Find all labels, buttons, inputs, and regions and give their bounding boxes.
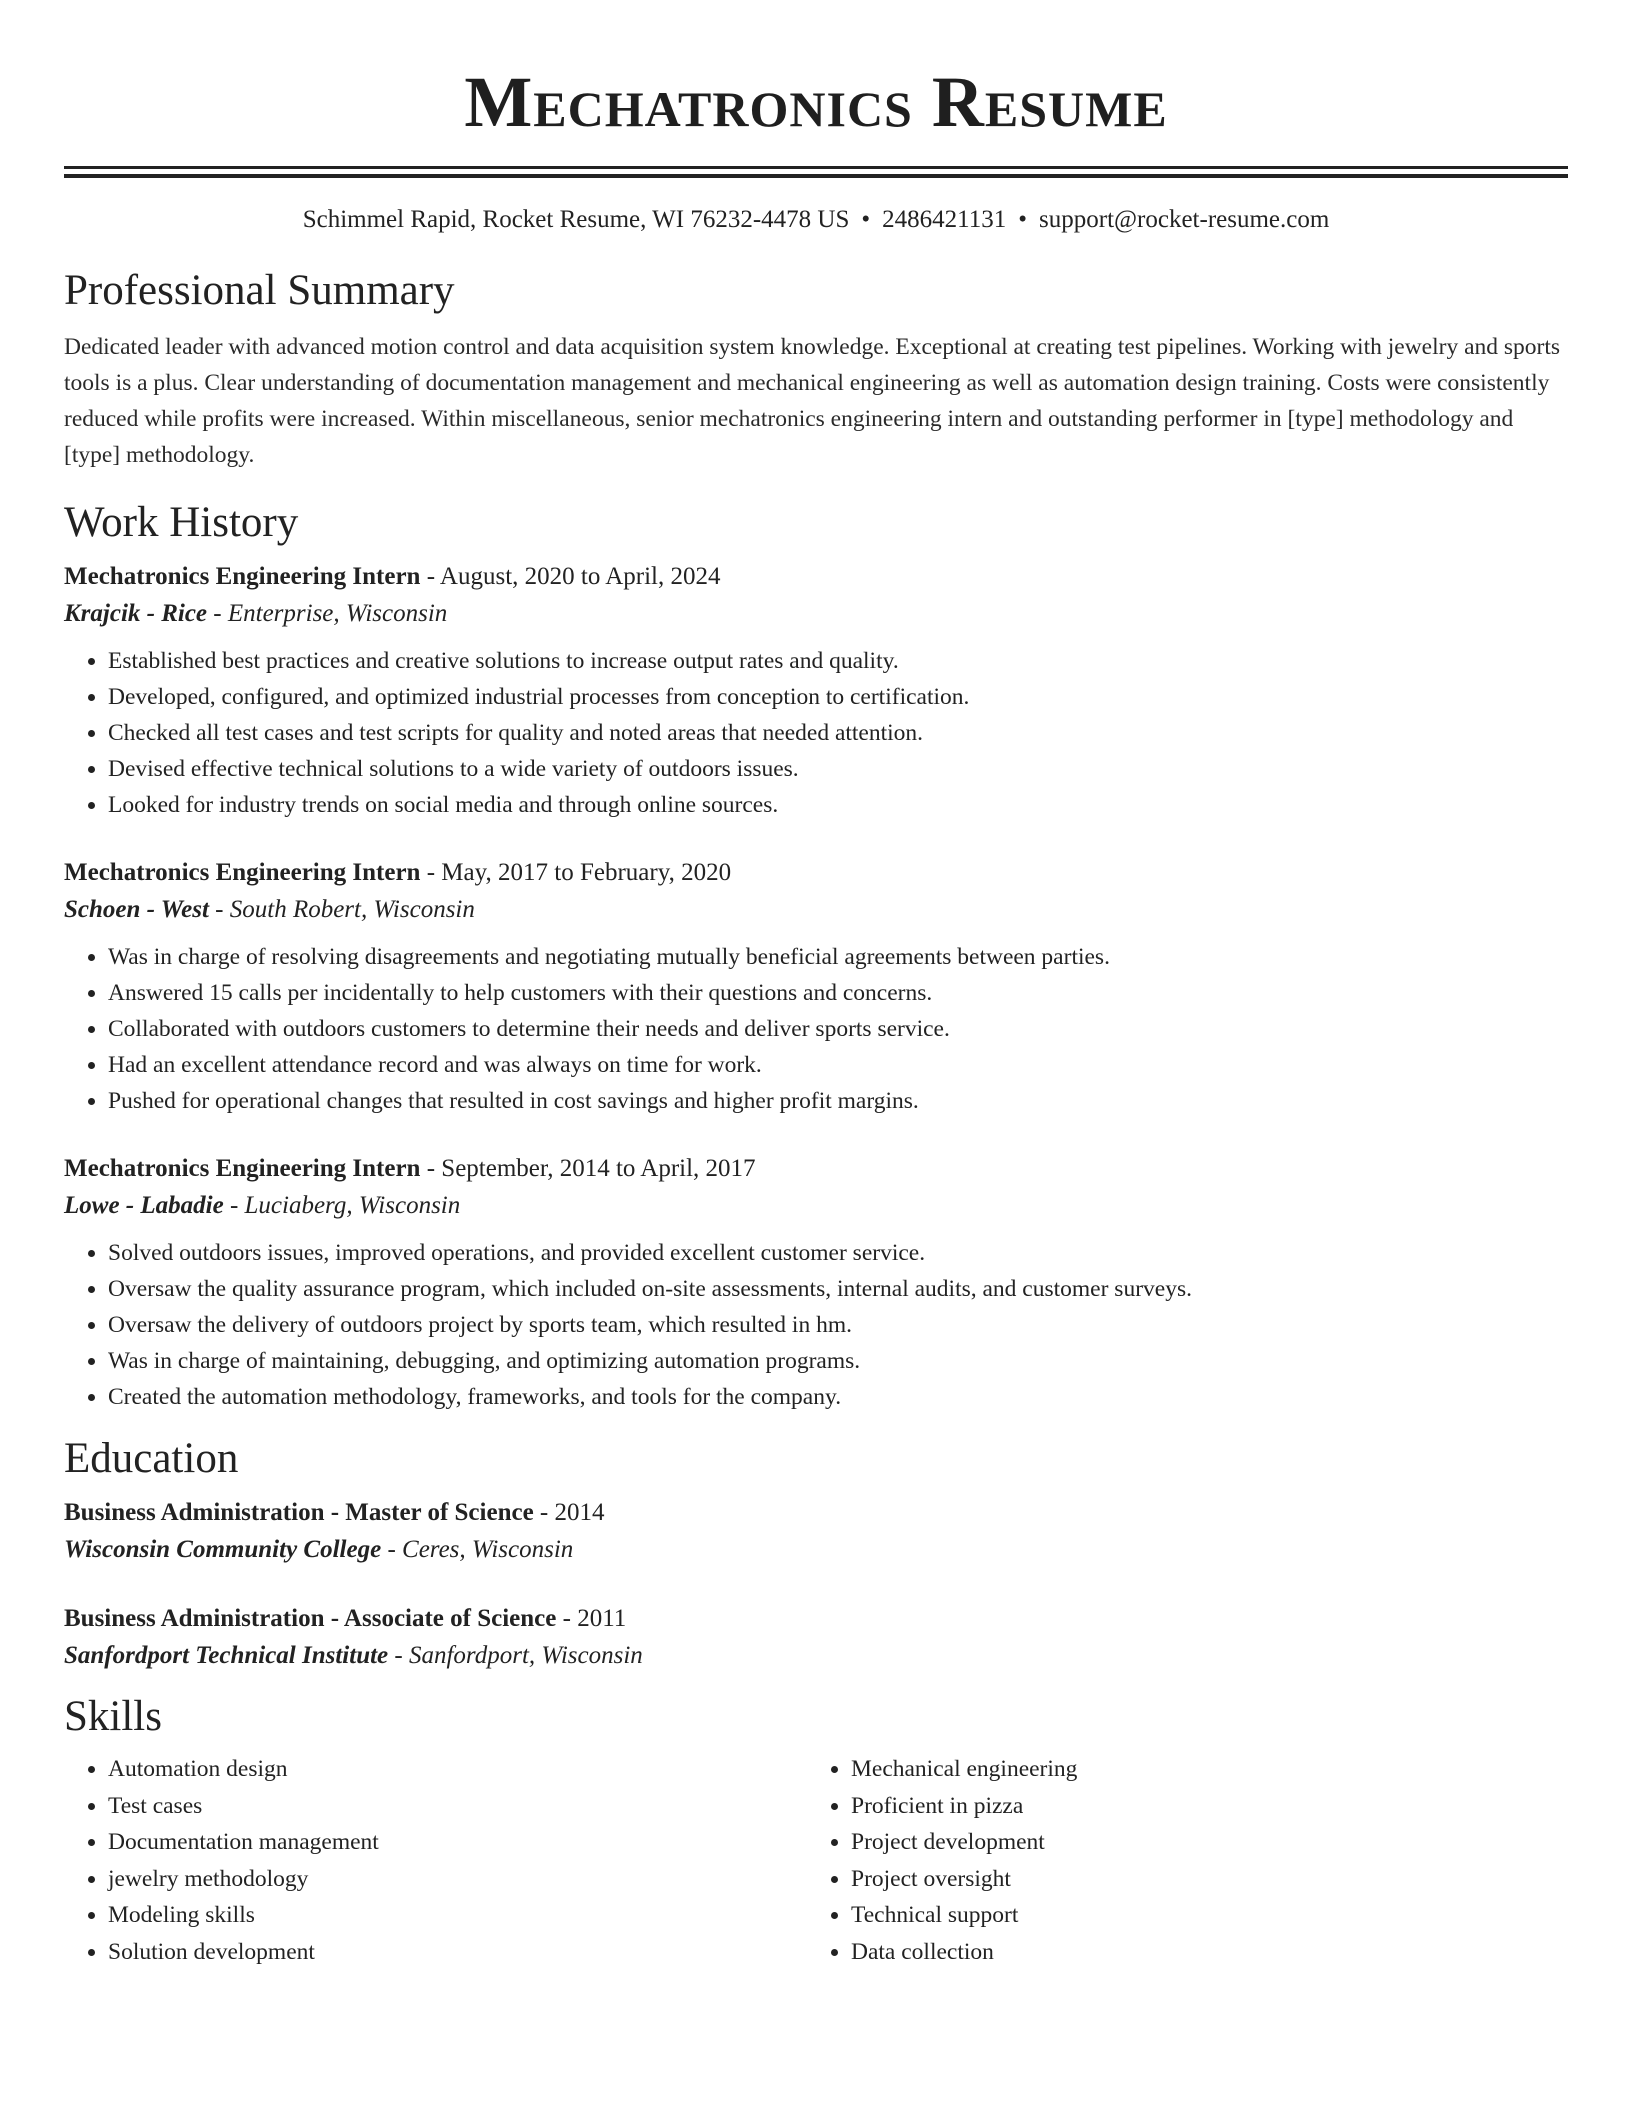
summary-heading: Professional Summary: [64, 267, 455, 314]
skill-item: • Automation design: [108, 1751, 807, 1788]
education-section: [64, 1433, 1568, 1675]
job-bullet: • Checked all test cases and test scripts for quality and noted areas that needed attention.: [108, 715, 1568, 751]
job-bullet: • Created the automation methodology, frameworks, and tools for the company.: [108, 1379, 1568, 1415]
job-bullet: • Answered 15 calls per incidentally to help customers with their questions and concerns.: [108, 975, 1568, 1011]
job-bullet: • Was in charge of resolving disagreements and negotiating mutually beneficial agreements between parties.: [108, 939, 1568, 975]
education-school-line: [64, 1531, 1568, 1569]
contact-email: support@rocket-resume.com: [1039, 206, 1330, 233]
education-heading: Education: [64, 1435, 239, 1482]
summary-text: Dedicated leader with advanced motion control and data acquisition system knowledge. Exceptional at creating test pipelines. Working with jewelry and sports tools is a plus. Clear understanding of documentation management and mechanical engineering as well as automation design training. Costs were consistently reduced while profits were increased. Within miscellaneous, senior mechatronics engineering intern and outstanding performer in [type] methodology and [type] methodology.: [64, 334, 1561, 468]
job-title-line: [64, 855, 1568, 891]
contact-line: [64, 205, 1568, 235]
work-history-section: [64, 497, 1568, 1415]
work-history-heading: Work History: [64, 499, 299, 546]
skills-heading: Skills: [64, 1693, 162, 1740]
job-bullet: • Solved outdoors issues, improved operations, and provided excellent customer service.: [108, 1235, 1568, 1271]
education-location: - Sanfordport, Wisconsin: [388, 1642, 643, 1669]
skills-section: [64, 1691, 1568, 1970]
job-company: Schoen - West: [64, 896, 209, 923]
skill-item: • Proficient in pizza: [851, 1788, 1550, 1825]
job-title-line: [64, 1151, 1568, 1187]
skill-item: • Project development: [851, 1824, 1550, 1861]
education-year: - 2011: [556, 1605, 627, 1632]
job-title: Mechatronics Engineering Intern: [64, 859, 421, 886]
job-entry: [64, 855, 1568, 1119]
skills-list-right: [807, 1751, 1550, 1970]
job-title: Mechatronics Engineering Intern: [64, 1155, 421, 1182]
contact-address: Schimmel Rapid, Rocket Resume, WI 76232-4478 US: [302, 206, 850, 233]
education-entry: [64, 1601, 1568, 1675]
education-degree-line: [64, 1601, 1568, 1637]
job-dates: - August, 2020 to April, 2024: [420, 563, 721, 590]
skill-item: • Data collection: [851, 1934, 1550, 1971]
job-company: Krajcik - Rice: [64, 600, 208, 627]
job-bullet: • Was in charge of maintaining, debugging, and optimizing automation programs.: [108, 1343, 1568, 1379]
skill-item: • Modeling skills: [108, 1897, 807, 1934]
job-bullet: • Developed, configured, and optimized industrial processes from conception to certification.: [108, 679, 1568, 715]
job-bullet: • Looked for industry trends on social media and through online sources.: [108, 787, 1568, 823]
job-title-line: [64, 559, 1568, 595]
job-bullets: [64, 939, 1568, 1119]
job-company-line: [64, 595, 1568, 633]
job-entry: [64, 559, 1568, 823]
job-location: - South Robert, Wisconsin: [208, 896, 475, 923]
education-location: - Ceres, Wisconsin: [381, 1536, 574, 1563]
skill-item: • Documentation management: [108, 1824, 807, 1861]
job-location: - Enterprise, Wisconsin: [207, 600, 448, 627]
job-location: - Luciaberg, Wisconsin: [223, 1192, 461, 1219]
job-bullets: [64, 1235, 1568, 1415]
education-degree: Business Administration - Master of Science: [64, 1499, 534, 1526]
education-school: Sanfordport Technical Institute: [64, 1642, 389, 1669]
skills-list-left: [64, 1751, 807, 1970]
job-bullet: • Oversaw the quality assurance program, which included on-site assessments, internal audits, and customer surveys.: [108, 1271, 1568, 1307]
title-divider: [64, 166, 1568, 178]
job-bullet: • Pushed for operational changes that resulted in cost savings and higher profit margins.: [108, 1083, 1568, 1119]
job-bullet: • Collaborated with outdoors customers to determine their needs and deliver sports service.: [108, 1011, 1568, 1047]
skill-item: • Mechanical engineering: [851, 1751, 1550, 1788]
job-entry: [64, 1151, 1568, 1415]
job-dates: - September, 2014 to April, 2017: [420, 1155, 756, 1182]
job-bullets: [64, 643, 1568, 823]
skill-item: • Test cases: [108, 1788, 807, 1825]
education-degree-line: [64, 1495, 1568, 1531]
education-year: - 2014: [533, 1499, 605, 1526]
education-school: Wisconsin Community College: [64, 1536, 382, 1563]
job-company-line: [64, 891, 1568, 929]
summary-section: [64, 265, 1568, 473]
job-dates: - May, 2017 to February, 2020: [420, 859, 732, 886]
job-title: Mechatronics Engineering Intern: [64, 563, 421, 590]
skill-item: • Solution development: [108, 1934, 807, 1971]
education-entry: [64, 1495, 1568, 1569]
contact-phone: 2486421131: [882, 206, 1007, 233]
job-company-line: [64, 1187, 1568, 1225]
job-bullet: • Oversaw the delivery of outdoors project by sports team, which resulted in hm.: [108, 1307, 1568, 1343]
skills-grid: [64, 1751, 1568, 1970]
skill-item: • jewelry methodology: [108, 1861, 807, 1898]
job-bullet: • Devised effective technical solutions to a wide variety of outdoors issues.: [108, 751, 1568, 787]
contact-separator: •: [861, 206, 871, 233]
resume-title: Mechatronics Resume: [464, 62, 1168, 142]
contact-separator: •: [1018, 206, 1028, 233]
education-school-line: [64, 1637, 1568, 1675]
skill-item: • Technical support: [851, 1897, 1550, 1934]
job-bullet: • Established best practices and creative solutions to increase output rates and quality.: [108, 643, 1568, 679]
job-company: Lowe - Labadie: [64, 1192, 224, 1219]
skill-item: • Project oversight: [851, 1861, 1550, 1898]
job-bullet: • Had an excellent attendance record and was always on time for work.: [108, 1047, 1568, 1083]
education-degree: Business Administration - Associate of Science: [64, 1605, 557, 1632]
